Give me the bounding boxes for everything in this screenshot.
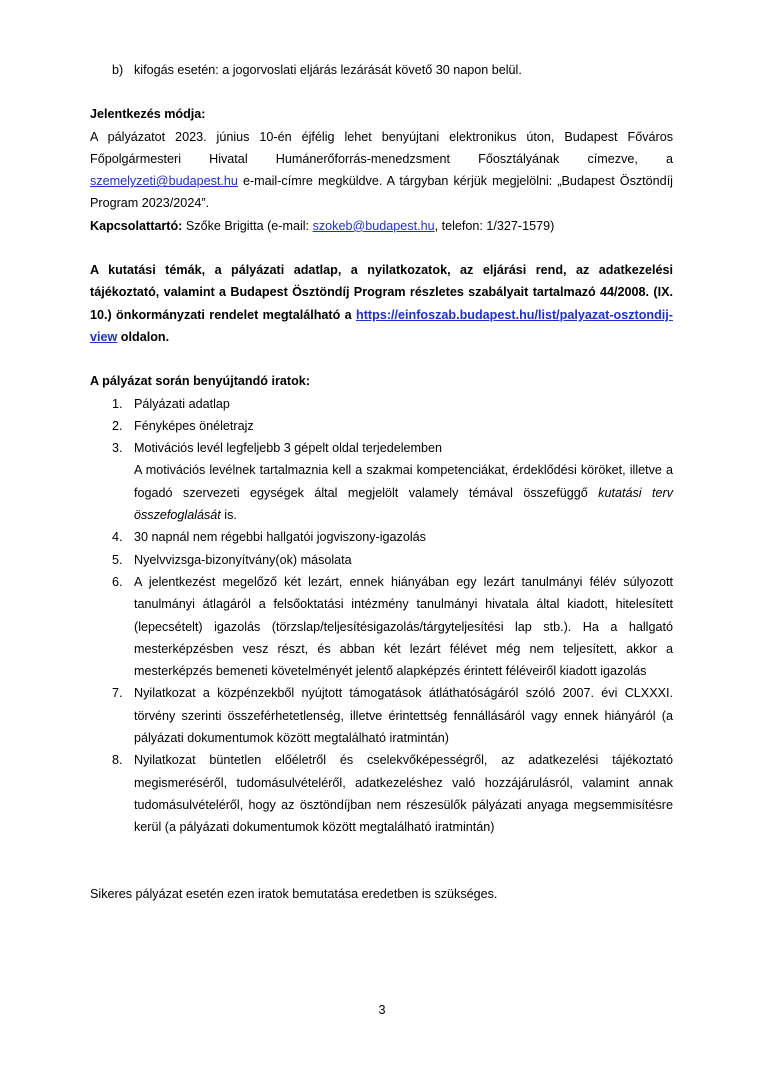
list-item: 6. A jelentkezést megelőző két lezárt, ennek hiányában egy lezárt tanulmányi félév súlyozott tanulmányi átlagáról a felsőoktatási intézmény tanulmányi hivatala által kiadott, hitelesített (lepecsételt) igazolás (törzslap/teljesítésigazolás/tárgyteljesítési lap stb.). Ha a hallgató mesterképzésben vesz részt, és abban két lezárt félévet még nem teljesített, akkor a mesterképzés bemeneti követelményét jelentő alapképzés érintett féléveiről kiadott igazolás — [112, 574, 673, 679]
documents-list — [112, 393, 673, 839]
application-heading: Jelentkezés módja: — [90, 107, 206, 122]
list-item: 8. Nyilatkozat büntetlen előéletről és cselekvőképességről, az adatkezelési tájékoztató megismeréséről, tudomásulvételéről, adatkezeléshez való hozzájárulásról, valamint annak tudomásulvételéről, hogy az ösztöndíjban nem részesülők pályázati anyaga megsemmisítésre kerül (a pályázati dokumentumok között megtalálható iratmintán) — [112, 753, 673, 835]
list-item: 2. Fényképes önéletrajz — [112, 418, 254, 433]
list-item: 4. 30 napnál nem régebbi hallgatói jogviszony-igazolás — [112, 530, 426, 545]
documents-heading: A pályázat során benyújtandó iratok: — [90, 374, 310, 389]
objection-text: kifogás esetén: a jogorvoslati eljárás lezárását követő 30 napon belül. — [134, 63, 522, 77]
contact-label: Kapcsolattartó: — [90, 218, 183, 233]
list-item: 3. Motivációs levél legfeljebb 3 gépelt oldal terjedelemben A motivációs levélnek tartalmaznia kell a szakmai kompetenciákat, érdeklődési köröket, illetve a fogadó szervezeti egységek által megjelölt valamely témával összefüggő kutatási terv összefoglalását is. — [112, 437, 673, 526]
email-link-szemelyzeti[interactable]: szemelyzeti@budapest.hu — [90, 174, 238, 189]
objection-label: b) — [112, 63, 124, 77]
page-number: 3 — [378, 1003, 386, 1017]
list-item: 7. Nyilatkozat a közpénzekből nyújtott támogatások átláthatóságáról szóló 2007. évi CLXXXI. törvény szerinti összeférhetetlenség, illetve érintettség fennállásáról vagy ennek hiányáról (a pályázati dokumentumok között megtalálható iratmintán) — [112, 686, 673, 746]
research-paragraph: A kutatási témák, a pályázati adatlap, a nyilatkozatok, az eljárási rend, az adatkezelési tájékoztató, valamint a Budapest Ösztöndíj Program részletes szabályait tartalmazó 44/2008. (IX. 10.) önkormányzati rendelet megtalálható a https://einfoszab.budapest.hu/list/palyazat-osztondij-view oldalon. — [90, 263, 673, 344]
motivation-letter-note: A motivációs levélnek tartalmaznia kell a szakmai kompetenciákat, érdeklődési köröket, illetve a fogadó szervezeti egységek által megjelölt valamely témával összefüggő kutatási terv összefoglalását is. — [134, 463, 673, 523]
program-url-link[interactable]: https://einfoszab.budapest.hu/list/palyazat-osztondij-view — [90, 307, 673, 344]
list-item: 5. Nyelvvizsga-bizonyítvány(ok) másolata — [112, 552, 352, 567]
objection-item — [112, 59, 673, 81]
application-paragraph: A pályázatot 2023. június 10-én éjfélig lehet benyújtani elektronikus úton, Budapest Főváros Főpolgármesteri Hivatal Humánerőforrás-menedzsment Főosztályának címezve, a szemelyzeti@budapest.hu e-mail-címre megküldve. A tárgyban kérjük megjelölni: „Budapest Ösztöndíj Program 2023/2024”. — [90, 129, 673, 211]
contact-line: Kapcsolattartó: Szőke Brigitta (e-mail: szokeb@budapest.hu, telefon: 1/327-1579) — [90, 218, 555, 233]
email-link-szokeb[interactable]: szokeb@budapest.hu — [312, 218, 435, 233]
closing-sentence: Sikeres pályázat esetén ezen iratok bemutatása eredetben is szükséges. — [90, 886, 498, 901]
list-item: 1. Pályázati adatlap — [112, 396, 230, 411]
document-page — [90, 59, 673, 905]
